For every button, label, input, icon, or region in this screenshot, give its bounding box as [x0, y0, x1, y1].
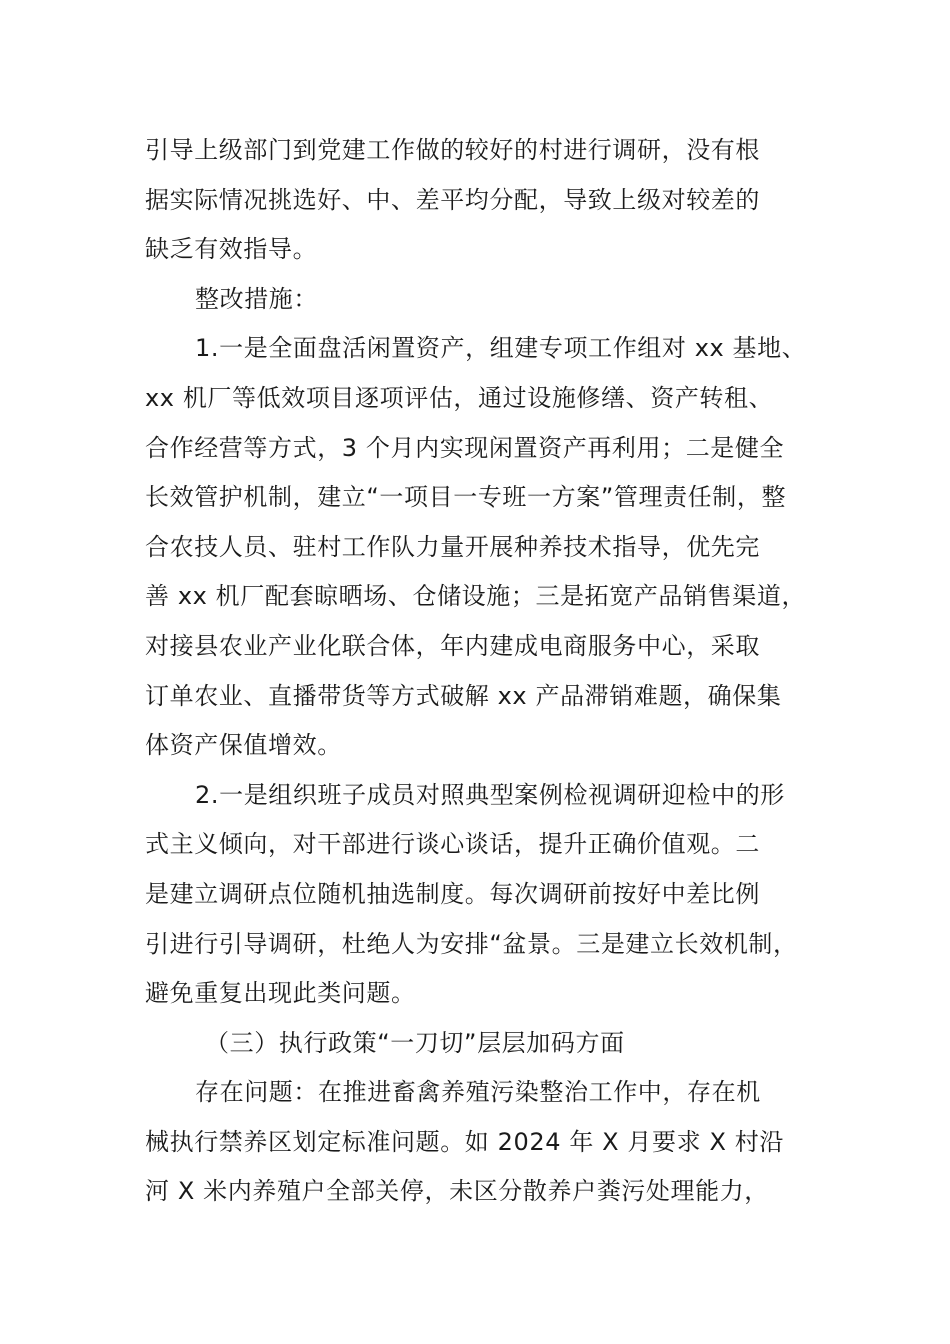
document-body	[145, 126, 835, 1217]
paragraph-line: xx 机厂等低效项目逐项评估，通过设施修缮、资产转租、	[145, 383, 774, 412]
paragraph-line: 长效管护机制，建立“一项目一专班一方案”管理责任制，整	[145, 483, 787, 512]
paragraph-line: 对接县农业产业化联合体，年内建成电商服务中心，采取	[145, 631, 760, 660]
paragraph-line: 河 X 米内养殖户全部关停，未区分散养户粪污处理能力，	[145, 1177, 769, 1206]
paragraph-line: 存在问题：在推进畜禽养殖污染整治工作中，存在机	[195, 1078, 761, 1107]
paragraph-line: 缺乏有效指导。	[145, 235, 318, 264]
paragraph-line: 合作经营等方式，3 个月内实现闲置资产再利用；二是健全	[145, 433, 785, 462]
paragraph-line: 式主义倾向，对干部进行谈心谈话，提升正确价值观。二	[145, 830, 760, 859]
paragraph-line: 订单农业、直播带货等方式破解 xx 产品滞销难题，确保集	[145, 681, 782, 710]
paragraph-line: 1.一是全面盘活闲置资产，组建专项工作组对 xx 基地、	[195, 334, 807, 363]
paragraph-line: 合农技人员、驻村工作队力量开展种养技术指导，优先完	[145, 532, 760, 561]
paragraph-line: 2.一是组织班子成员对照典型案例检视调研迎检中的形	[195, 780, 785, 809]
paragraph-line: 引导上级部门到党建工作做的较好的村进行调研，没有根	[145, 136, 760, 164]
paragraph-line: 是建立调研点位随机抽选制度。每次调研前按好中差比例	[145, 879, 760, 908]
paragraph-line: 避免重复出现此类问题。	[145, 979, 416, 1008]
section-heading-rectification: 整改措施：	[195, 284, 318, 313]
paragraph-line: 引进行引导调研，杜绝人为安排“盆景。三是建立长效机制，	[145, 929, 798, 958]
paragraph-line: 体资产保值增效。	[145, 731, 342, 760]
paragraph-line: 械执行禁养区划定标准问题。如 2024 年 X 月要求 X 村沿	[145, 1127, 784, 1156]
paragraph-line: 善 xx 机厂配套晾晒场、仓储设施；三是拓宽产品销售渠道，	[145, 582, 807, 611]
section-heading-policy: （三）执行政策“一刀切”层层加码方面	[205, 1028, 625, 1057]
paragraph-line: 据实际情况挑选好、中、差平均分配，导致上级对较差的	[145, 185, 760, 214]
